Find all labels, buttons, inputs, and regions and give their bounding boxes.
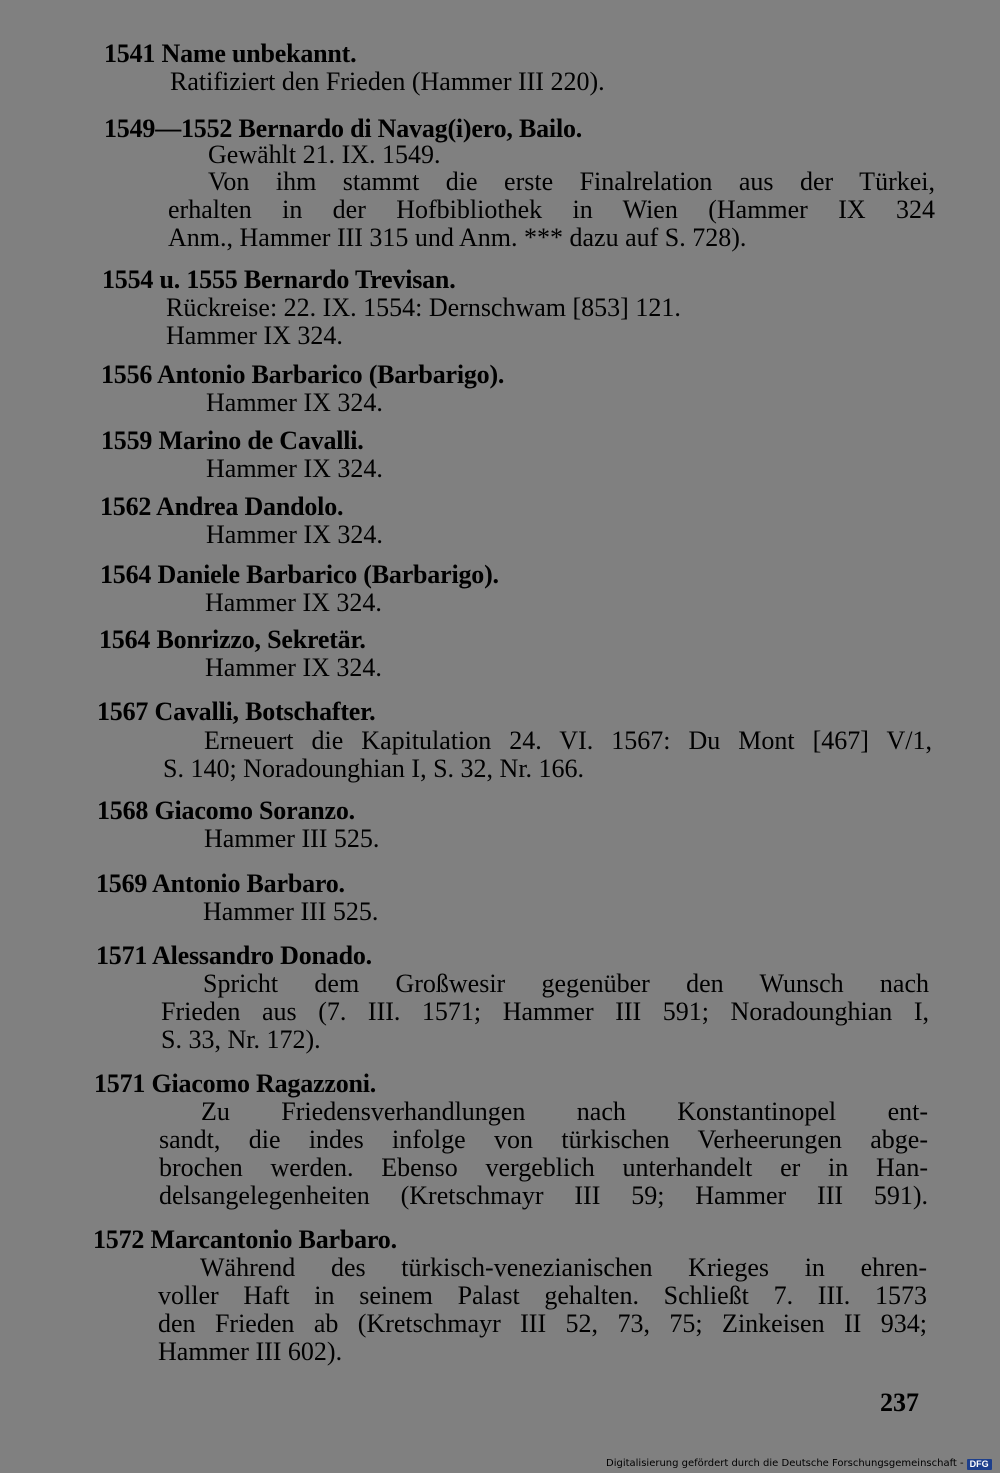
entry-line: Spricht dem Großwesir gegenüber den Wunsch nach: [203, 969, 929, 998]
entry-line: Hammer IX 324.: [205, 588, 382, 617]
entry-line: Während des türkisch-venezianischen Krieges in ehren-: [200, 1253, 927, 1282]
entry-line: Hammer IX 324.: [206, 520, 383, 549]
entry-heading: 1568 Giacomo Soranzo.: [97, 796, 355, 825]
entry-heading: 1571 Giacomo Ragazzoni.: [94, 1069, 377, 1098]
entry-line: Hammer III 525.: [204, 824, 380, 853]
entry-line: erhalten in der Hofbibliothek in Wien (Hammer IX 324: [168, 195, 935, 224]
entry-line: Gewählt 21. IX. 1549.: [208, 140, 441, 169]
entry-heading: 1569 Antonio Barbaro.: [96, 869, 345, 898]
entry-line: Hammer III 525.: [203, 897, 379, 926]
entry-line: Hammer IX 324.: [206, 454, 383, 483]
entry-heading: 1562 Andrea Dandolo.: [100, 492, 344, 521]
entry-line: S. 140; Noradounghian I, S. 32, Nr. 166.: [163, 754, 585, 783]
footer-text: Digitalisierung gefördert durch die Deutsche Forschungsgemeinschaft -: [606, 1458, 964, 1469]
entry-line: sandt, die indes infolge von türkischen Verheerungen abge-: [159, 1125, 928, 1154]
entry-line: Frieden aus (7. III. 1571; Hammer III 591; Noradounghian I,: [161, 997, 929, 1026]
entry-heading: 1549—1552 Bernardo di Navag(i)ero, Bailo.: [104, 114, 583, 143]
entry-line: Hammer IX 324.: [166, 321, 343, 350]
entry-line: Erneuert die Kapitulation 24. VI. 1567: Du Mont [467] V/1,: [204, 726, 932, 755]
entry-heading: 1567 Cavalli, Botschafter.: [97, 697, 376, 726]
entry-line: Hammer IX 324.: [206, 388, 383, 417]
entry-line: Rückreise: 22. IX. 1554: Dernschwam [853] 121.: [166, 293, 681, 322]
entry-heading: 1541 Name unbekannt.: [104, 39, 357, 68]
entry-heading: 1556 Antonio Barbarico (Barbarigo).: [101, 360, 505, 389]
entry-line: Anm., Hammer III 315 und Anm. *** dazu auf S. 728).: [168, 223, 747, 252]
entry-line: voller Haft in seinem Palast gehalten. Schließt 7. III. 1573: [158, 1281, 927, 1310]
entry-heading: 1564 Bonrizzo, Sekretär.: [99, 625, 366, 654]
entry-line: Hammer IX 324.: [205, 653, 382, 682]
entry-heading: 1554 u. 1555 Bernardo Trevisan.: [102, 265, 456, 294]
entry-line: Von ihm stammt die erste Finalrelation aus der Türkei,: [208, 167, 935, 196]
entry-heading: 1572 Marcantonio Barbaro.: [93, 1225, 397, 1254]
dfg-logo: DFG: [967, 1459, 992, 1470]
entry-heading: 1564 Daniele Barbarico (Barbarigo).: [100, 560, 499, 589]
entry-heading: 1559 Marino de Cavalli.: [101, 426, 364, 455]
entry-line: brochen werden. Ebenso vergeblich unterhandelt er in Han-: [159, 1153, 928, 1182]
entry-line: Hammer III 602).: [158, 1337, 343, 1366]
entry-line: Zu Friedensverhandlungen nach Konstantinopel ent-: [201, 1097, 928, 1126]
entry-line: Ratifiziert den Frieden (Hammer III 220).: [170, 67, 605, 96]
footer: [606, 1457, 992, 1471]
entry-line: delsangelegenheiten (Kretschmayr III 59; Hammer III 591).: [159, 1181, 928, 1210]
entry-line: den Frieden ab (Kretschmayr III 52, 73, 75; Zinkeisen II 934;: [158, 1309, 927, 1338]
entry-heading: 1571 Alessandro Donado.: [96, 941, 372, 970]
entry-line: S. 33, Nr. 172).: [161, 1025, 321, 1054]
page-number: 237: [880, 1388, 919, 1417]
